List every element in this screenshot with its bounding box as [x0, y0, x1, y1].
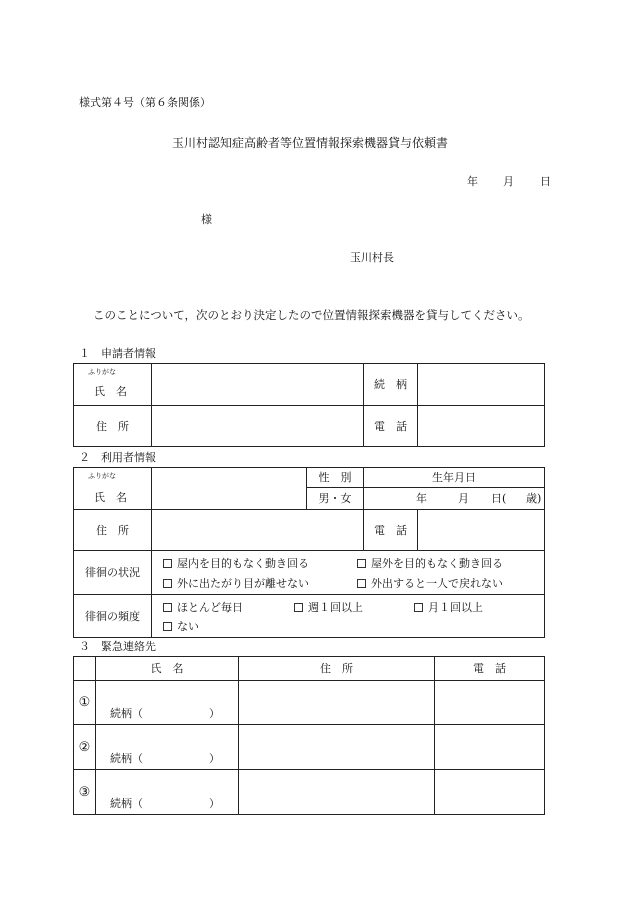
date-month-label: 月	[503, 175, 514, 188]
col-name-header: 氏 名	[96, 657, 239, 681]
wander-status-options	[152, 551, 545, 595]
birth-month-label: 月	[458, 492, 469, 505]
applicant-name-label-cell	[74, 364, 152, 406]
addressee-suffix: 様	[201, 213, 212, 226]
form-number: 様式第４号（第６条関係）	[79, 96, 211, 109]
sex-label: 性 別	[307, 468, 364, 488]
wander-frequency-option[interactable]: ほとんど毎日	[163, 602, 243, 613]
name-label: 氏 名	[94, 491, 127, 504]
applicant-table	[73, 363, 545, 447]
wander-status-option[interactable]: 外に出たがり目が離せない	[163, 578, 309, 589]
table-row	[74, 725, 545, 770]
user-name-field[interactable]	[152, 468, 307, 510]
square-checkbox-icon[interactable]	[414, 603, 423, 612]
furigana-label: ふりがな	[88, 472, 116, 480]
wander-status-option[interactable]: 屋外を目的もなく動き回る	[357, 558, 503, 569]
emergency-contact-table	[73, 656, 545, 815]
number-header-cell	[74, 657, 96, 681]
phone-label: 電 話	[364, 510, 418, 551]
table-row	[74, 681, 545, 725]
user-address-field[interactable]	[152, 510, 364, 551]
applicant-phone-field[interactable]	[418, 406, 545, 447]
address-label: 住 所	[74, 406, 152, 447]
user-phone-field[interactable]	[418, 510, 545, 551]
square-checkbox-icon[interactable]	[357, 579, 366, 588]
contact-address-field[interactable]	[239, 681, 435, 725]
birth-date-field[interactable]	[364, 488, 545, 510]
relation-label: 続 柄	[364, 364, 418, 406]
user-info-table	[73, 467, 545, 638]
page-title: 玉川村認知症高齢者等位置情報探索機器貸与依頼書	[172, 136, 449, 150]
contact-name-field[interactable]	[96, 725, 239, 770]
col-address-header: 住 所	[239, 657, 435, 681]
table-row	[74, 770, 545, 815]
square-checkbox-icon[interactable]	[163, 622, 172, 631]
wander-frequency-option[interactable]: 月１回以上	[414, 602, 483, 613]
sex-options[interactable]: 男・女	[307, 488, 364, 510]
relation-label: 続柄（ ）	[110, 752, 220, 765]
row-number: ③	[74, 770, 96, 815]
section3-heading: ３ 緊急連絡先	[79, 640, 156, 653]
contact-address-field[interactable]	[239, 725, 435, 770]
birth-day-label: 日(	[491, 492, 507, 505]
square-checkbox-icon[interactable]	[163, 559, 172, 568]
wander-frequency-label: 徘徊の頻度	[74, 595, 152, 638]
furigana-label: ふりがな	[88, 368, 116, 376]
user-name-label-cell	[74, 468, 152, 510]
wander-frequency-option[interactable]: ない	[163, 621, 199, 632]
contact-phone-field[interactable]	[435, 770, 545, 815]
square-checkbox-icon[interactable]	[163, 603, 172, 612]
applicant-relation-field[interactable]	[418, 364, 545, 406]
contact-name-field[interactable]	[96, 681, 239, 725]
section1-heading: １ 申請者情報	[79, 347, 156, 360]
wander-frequency-options	[152, 595, 545, 638]
row-number: ①	[74, 681, 96, 725]
relation-label: 続柄（ ）	[110, 797, 220, 810]
row-number: ②	[74, 725, 96, 770]
address-label: 住 所	[74, 510, 152, 551]
wander-status-option[interactable]: 外出すると一人で戻れない	[357, 578, 503, 589]
square-checkbox-icon[interactable]	[163, 579, 172, 588]
body-text: このことについて，次のとおり決定したので位置情報探索機器を貸与してください。	[93, 308, 530, 322]
contact-phone-field[interactable]	[435, 725, 545, 770]
wander-status-label: 徘徊の状況	[74, 551, 152, 595]
col-phone-header: 電 話	[435, 657, 545, 681]
applicant-name-field[interactable]	[152, 364, 364, 406]
section2-heading: ２ 利用者情報	[79, 451, 156, 464]
birth-date-label: 生年月日	[364, 468, 545, 488]
date-day-label: 日	[540, 175, 551, 188]
applicant-address-field[interactable]	[152, 406, 364, 447]
contact-name-field[interactable]	[96, 770, 239, 815]
square-checkbox-icon[interactable]	[294, 603, 303, 612]
birth-age-label: 歳)	[526, 492, 542, 505]
sender-name: 玉川村長	[350, 251, 394, 264]
date-year-label: 年	[467, 175, 478, 188]
phone-label: 電 話	[364, 406, 418, 447]
relation-label: 続柄（ ）	[110, 707, 220, 720]
square-checkbox-icon[interactable]	[357, 559, 366, 568]
name-label: 氏 名	[94, 385, 127, 398]
birth-year-label: 年	[416, 492, 427, 505]
wander-frequency-option[interactable]: 週１回以上	[294, 602, 363, 613]
wander-status-option[interactable]: 屋内を目的もなく動き回る	[163, 558, 309, 569]
contact-address-field[interactable]	[239, 770, 435, 815]
contact-phone-field[interactable]	[435, 681, 545, 725]
